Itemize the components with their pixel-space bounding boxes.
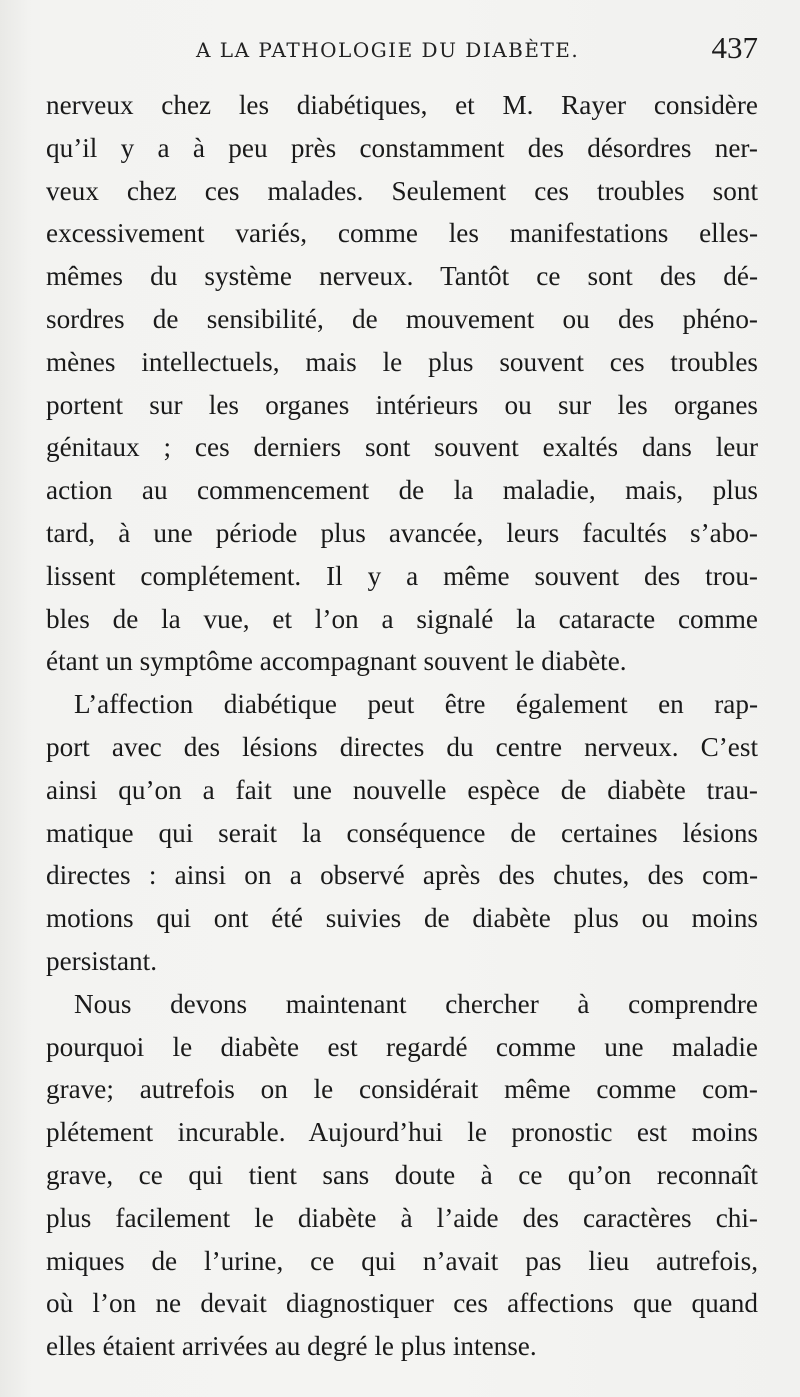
text-line: miques de l’urine, ce qui n’avait pas lieu autrefois, xyxy=(46,1245,758,1276)
text-line: mêmes du système nerveux. Tantôt ce sont des dé- xyxy=(46,261,758,292)
text-line: matique qui serait la conséquence de certaines lésions xyxy=(46,817,758,848)
text-line: elles étaient arrivées au degré le plus intense. xyxy=(46,1331,537,1362)
text-line: pourquoi le diabète est regardé comme une maladie xyxy=(46,1031,758,1062)
text-line: veux chez ces malades. Seulement ces troubles sont xyxy=(46,175,758,206)
text-line: directes : ainsi on a observé après des chutes, des com- xyxy=(46,860,758,891)
body-text xyxy=(46,84,758,1368)
running-title: A LA PATHOLOGIE DU DIABÈTE. xyxy=(196,38,580,62)
text-line: motions qui ont été suivies de diabète plus ou moins xyxy=(46,903,758,934)
text-line: tard, à une période plus avancée, leurs facultés s’abo- xyxy=(46,517,758,548)
text-line: persistant. xyxy=(46,945,157,976)
text-line: nerveux chez les diabétiques, et M. Rayer considère xyxy=(46,90,758,120)
paragraph-1 xyxy=(46,84,758,683)
text-line: plétement incurable. Aujourd’hui le pronostic est moins xyxy=(46,1117,758,1148)
paragraph-2 xyxy=(46,683,758,983)
text-line: sordres de sensibilité, de mouvement ou des phéno- xyxy=(46,303,758,334)
text-line: action au commencement de la maladie, mais, plus xyxy=(46,475,758,506)
text-line: bles de la vue, et l’on a signalé la cataracte comme xyxy=(46,603,758,634)
text-line: L’affection diabétique peut être également en rap- xyxy=(74,689,758,720)
text-line: lissent complétement. Il y a même souvent des trou- xyxy=(46,560,758,591)
text-line: excessivement variés, comme les manifestations elles- xyxy=(46,218,758,249)
paragraph-3 xyxy=(46,983,758,1368)
text-line: plus facilement le diabète à l’aide des caractères chi- xyxy=(46,1202,758,1233)
text-line: grave, ce qui tient sans doute à ce qu’on reconnaît xyxy=(46,1159,758,1190)
text-line: génitaux ; ces derniers sont souvent exaltés dans leur xyxy=(46,432,758,463)
text-line: mènes intellectuels, mais le plus souvent ces troubles xyxy=(46,346,758,377)
text-line: étant un symptôme accompagnant souvent le diabète. xyxy=(46,646,627,677)
text-line: qu’il y a à peu près constamment des désordres ner- xyxy=(46,132,758,163)
text-line: ainsi qu’on a fait une nouvelle espèce de diabète trau- xyxy=(46,774,758,805)
text-line: grave; autrefois on le considérait même comme com- xyxy=(46,1074,758,1105)
text-line: portent sur les organes intérieurs ou sur les organes xyxy=(46,389,758,420)
text-line: port avec des lésions directes du centre nerveux. C’est xyxy=(46,731,758,762)
running-head xyxy=(46,30,758,74)
text-line: Nous devons maintenant chercher à comprendre xyxy=(74,988,758,1019)
text-line: où l’on ne devait diagnostiquer ces affections que quand xyxy=(46,1288,758,1319)
page-number: 437 xyxy=(711,30,758,65)
